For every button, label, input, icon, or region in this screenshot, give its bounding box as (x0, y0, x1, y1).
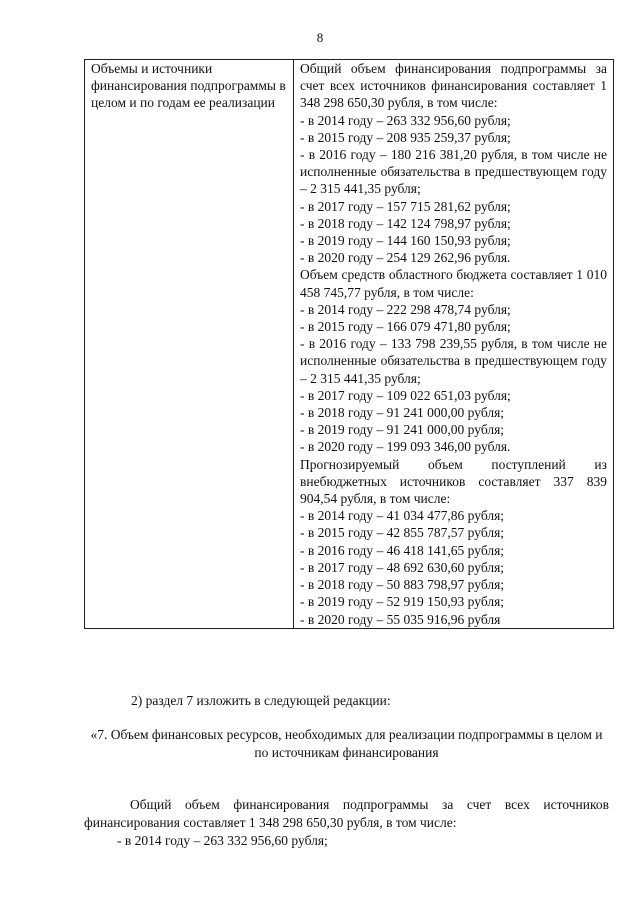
list-item: - в 2016 году – 46 418 141,65 рубля; (300, 542, 505, 558)
table-row (85, 60, 614, 629)
regional-lines (300, 301, 607, 456)
list-item: - в 2017 году – 48 692 630,60 рубля; (300, 559, 505, 575)
row-label: Объемы и источники финансирования подпрограммы в целом и по годам ее реализации (91, 61, 286, 111)
list-item: - в 2019 году – 52 919 150,93 рубля; (300, 594, 505, 610)
page-number: 8 (316, 30, 324, 45)
offbudget-intro: Прогнозируемый объем поступлений из внебюджетных источников составляет 337 839 904,54 рубля, в том числе: (300, 456, 607, 507)
list-item: - в 2016 году – 180 216 381,20 рубля, в том числе не исполненные обязательства в предшествующем году – 2 315 441,35 рубля; (300, 147, 607, 197)
section-title: «7. Объем финансовых ресурсов, необходимых для реализации подпрограммы в целом и по источникам финансирования (90, 727, 603, 760)
row-label-cell (85, 60, 294, 629)
list-item: - в 2014 году – 41 034 477,86 рубля; (300, 508, 505, 524)
passport-table (84, 59, 614, 629)
list-item: - в 2015 году – 42 855 787,57 рубля; (300, 525, 505, 541)
list-item: - в 2017 году – 109 022 651,03 рубля; (300, 387, 511, 403)
list-item: - в 2014 году – 263 332 956,60 рубля; (300, 112, 511, 128)
row-value-cell (294, 60, 614, 629)
list-item: - в 2014 году – 263 332 956,60 рубля; (117, 833, 328, 848)
list-item: - в 2020 году – 254 129 262,96 рубля. (300, 250, 511, 266)
regional-intro: Объем средств областного бюджета составляет 1 010 458 745,77 рубля, в том числе: (300, 267, 607, 300)
list-item: - в 2020 году – 199 093 346,00 рубля. (300, 439, 511, 455)
list-item: - в 2019 году – 144 160 150,93 рубля; (300, 233, 511, 249)
body-paragraph: Общий объем финансирования подпрограммы за счет всех источников финансирования составляет 1 348 298 650,30 рубля, в том числе: (84, 797, 609, 830)
list-item: - в 2017 году – 157 715 281,62 рубля; (300, 198, 511, 214)
total-lines (300, 112, 607, 267)
list-item: - в 2018 году – 50 883 798,97 рубля; (300, 577, 505, 593)
list-item: - в 2019 году – 91 241 000,00 рубля; (300, 422, 505, 438)
list-item: - в 2020 году – 55 035 916,96 рубля (300, 611, 501, 627)
list-item: - в 2014 году – 222 298 478,74 рубля; (300, 301, 511, 317)
offbudget-lines (300, 507, 607, 627)
list-item: - в 2015 году – 208 935 259,37 рубля; (300, 129, 511, 145)
list-item: - в 2016 году – 133 798 239,55 рубля, в том числе не исполненные обязательства в предшествующем году – 2 315 441,35 рубля; (300, 336, 607, 386)
list-item: - в 2018 году – 91 241 000,00 рубля; (300, 405, 505, 421)
list-item: - в 2015 году – 166 079 471,80 рубля; (300, 319, 511, 335)
list-item: - в 2018 году – 142 124 798,97 рубля; (300, 215, 511, 231)
list-item-2: 2) раздел 7 изложить в следующей редакции: (131, 693, 391, 708)
total-intro: Общий объем финансирования подпрограммы за счет всех источников финансирования составляет 1 348 298 650,30 рубля, в том числе: (300, 61, 607, 111)
